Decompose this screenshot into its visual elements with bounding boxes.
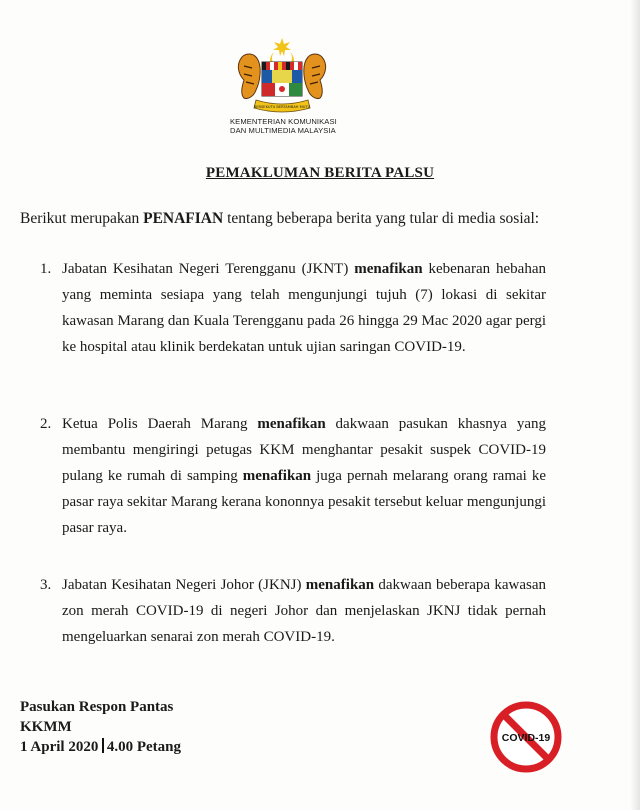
letterhead [0, 38, 640, 138]
segment-text: kebenaran hebahan yang meminta sesiapa yang telah mengunjungi tujuh (7) lokasi di sekitar kawasan Marang dan Kuala Terengganu pada 26 hingga 29 Mac 2020 agar pergi ke hospital atau klinik berdekatan untuk ujian saringan COVID-19. [62, 261, 546, 355]
separator-bar [102, 738, 104, 753]
item-number: 3. [40, 577, 52, 593]
segment-text: dakwaan beberapa kawasan zon merah COVID-19 di negeri Johor dan menjelaskan JKNJ tidak pernah mengeluarkan senarai zon merah COVID-19. [62, 577, 547, 645]
signature-datetime [20, 737, 181, 757]
item-text [62, 411, 546, 541]
item-text [62, 572, 546, 650]
signature-date: 1 April 2020 [20, 739, 99, 755]
segment-bold: menafikan [305, 577, 375, 593]
segment-text: Jabatan Kesihatan Negeri Johor (JKNJ) [62, 577, 306, 593]
intro-paragraph [20, 210, 620, 228]
segment-bold: menafikan [354, 261, 423, 277]
segment-text: Jabatan Kesihatan Negeri Terengganu (JKNT) [62, 261, 355, 277]
ministry-name [230, 117, 370, 135]
item-text [62, 256, 546, 360]
signature-block [20, 697, 181, 757]
badge-text: COVID-19 [501, 732, 551, 744]
segment-bold: menafikan [257, 416, 326, 432]
item-number: 2. [40, 416, 52, 432]
signature-team: Pasukan Respon Pantas [20, 699, 174, 715]
document-title: PEMAKLUMAN BERITA PALSU [205, 165, 435, 181]
ministry-line-2: DAN MULTIMEDIA MALAYSIA [230, 126, 336, 135]
signature-org: KKMM [20, 719, 72, 735]
segment-text: juga pernah melarang orang ramai ke pasar raya sekitar Marang kerana kononnya pesakit tersebut keluar mengunjungi pasar raya. [62, 468, 546, 536]
no-covid-19-icon [489, 700, 563, 774]
segment-text: dakwaan pasukan khasnya yang membantu mengiringi petugas KKM menghantar pesakit suspek COVID-19 pulang ke rumah di samping [62, 416, 546, 484]
item-number: 1. [40, 261, 52, 277]
coat-of-arms-icon [234, 38, 330, 116]
svg-text:BERSEKUTU BERTAMBAH MUTU: BERSEKUTU BERTAMBAH MUTU [253, 105, 311, 109]
segment-text: Ketua Polis Daerah Marang [62, 416, 258, 432]
intro-before: Berikut merupakan [20, 210, 144, 227]
intro-after: tentang beberapa berita yang tular di media sosial: [223, 210, 540, 227]
intro-bold: PENAFIAN [143, 210, 224, 227]
signature-time: 4.00 Petang [106, 739, 182, 755]
segment-bold: menafikan [242, 468, 312, 484]
ministry-line-1: KEMENTERIAN KOMUNIKASI [230, 117, 337, 126]
